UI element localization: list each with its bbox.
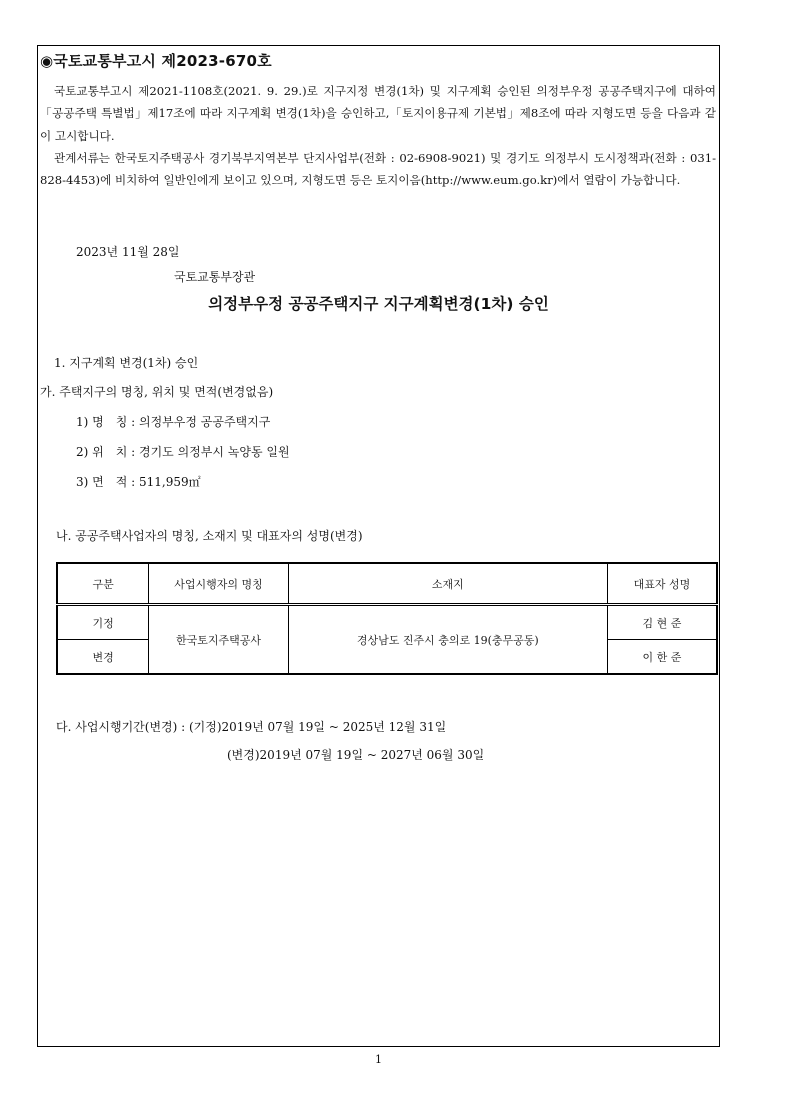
notice-date: 2023년 11월 28일 <box>76 245 180 259</box>
notice-paragraph-2: 관계서류는 한국토지주택공사 경기북부지역본부 단지사업부(전화 : 02-6908-9021) 및 경기도 의정부시 도시정책과(전화 : 031-828-4453)에 비치하여 일반인에게 보이고 있으며, 지형도면 등은 토지이음(http://www.eum.go.kr)에서 열람이 가능합니다. <box>40 151 716 188</box>
notice-paragraph-1: 국토교통부고시 제2021-1108호(2021. 9. 29.)로 지구지정 변경(1차) 및 지구계획 승인된 의정부우정 공공주택지구에 대하여「공공주택 특별법」제17조에 따라 지구계획 변경(1차)을 승인하고,「토지이용규제 기본법」제8조에 따라 지형도면 등을 다음과 같이 고시합니다. <box>40 84 716 143</box>
table-row <box>57 605 717 640</box>
period-changed: (변경)2019년 07월 19일 ~ 2027년 06월 30일 <box>227 748 485 762</box>
representative-changed: 이 한 준 <box>607 640 717 675</box>
header-category: 구분 <box>57 563 149 605</box>
header-representative: 대표자 성명 <box>607 563 717 605</box>
section-1-title: 1. 지구계획 변경(1차) 승인 <box>54 356 199 370</box>
item-name: 1) 명 칭 : 의정부우정 공공주택지구 <box>76 415 271 429</box>
header-developer-name: 사업시행자의 명칭 <box>149 563 289 605</box>
section-ga: 가. 주택지구의 명칭, 위치 및 면적(변경없음) <box>40 385 274 399</box>
item-location: 2) 위 치 : 경기도 의정부시 녹양동 일원 <box>76 445 290 459</box>
representative-existing: 김 현 준 <box>607 605 717 640</box>
row-label-existing: 기정 <box>57 605 149 640</box>
notice-title: 의정부우정 공공주택지구 지구계획변경(1차) 승인 <box>208 295 549 313</box>
section-na: 나. 공공주택사업자의 명칭, 소재지 및 대표자의 성명(변경) <box>56 529 363 543</box>
developer-name-cell: 한국토지주택공사 <box>149 605 289 675</box>
address-cell: 경상남도 진주시 충의로 19(충무공동) <box>288 605 607 675</box>
table-header-row <box>57 563 717 605</box>
item-area: 3) 면 적 : 511,959㎡ <box>76 475 201 489</box>
period-existing: 다. 사업시행기간(변경) : (기정)2019년 07월 19일 ~ 2025년 12월 31일 <box>56 720 447 734</box>
page-frame <box>37 45 720 1047</box>
page-number: 1 <box>375 1053 382 1066</box>
notice-heading: ◉국토교통부고시 제2023-670호 <box>40 52 272 70</box>
developer-table <box>56 562 718 675</box>
row-label-changed: 변경 <box>57 640 149 675</box>
header-address: 소재지 <box>288 563 607 605</box>
notice-issuer: 국토교통부장관 <box>174 270 256 284</box>
